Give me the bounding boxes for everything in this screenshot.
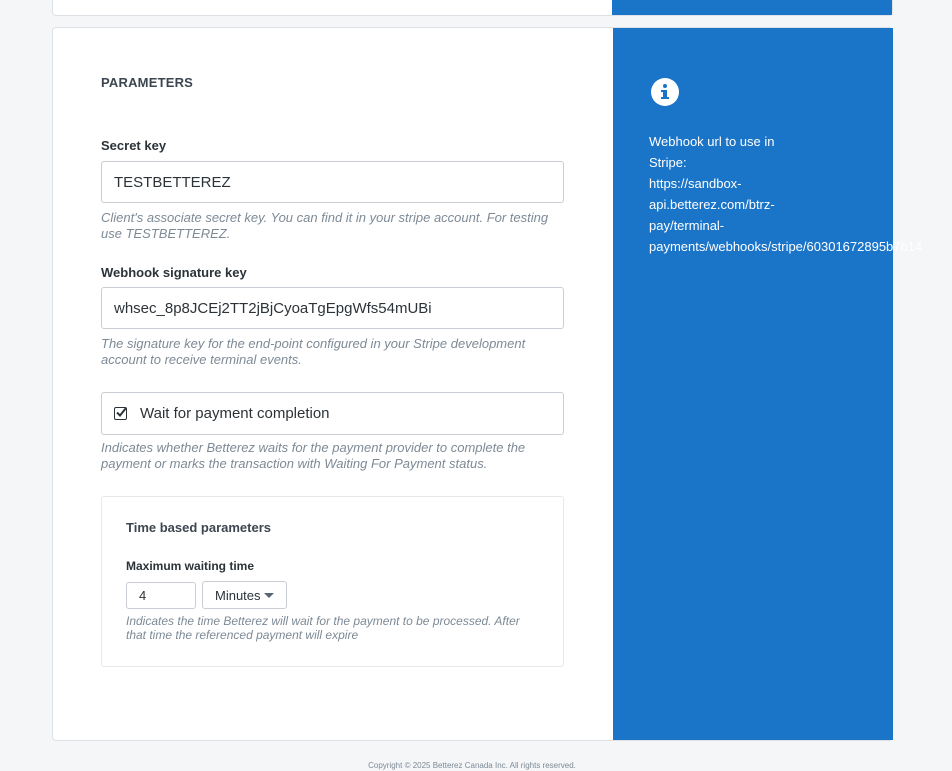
webhook-signature-key-input[interactable] [101,287,564,329]
max-waiting-time-help: Indicates the time Betterez will wait for the payment to be processed. After that time the referenced payment will expire [126,614,520,642]
time-unit-selected: Minutes [215,587,261,603]
max-waiting-time-input[interactable] [126,582,196,609]
checkmark-icon [114,405,128,419]
webhook-url-intro: Webhook url to use in Stripe: [649,134,775,170]
webhook-url-line-4: payments/webhooks/stripe/60301672895b7b14 [649,239,923,254]
webhook-url-line-2: api.betterez.com/btrz- [649,197,775,212]
webhook-url-info [649,131,923,257]
secret-key-input[interactable] [101,161,564,203]
wait-for-payment-label: Wait for payment completion [140,405,330,422]
webhook-url-line-1: https://sandbox- [649,176,742,191]
wait-for-payment-help: Indicates whether Betterez waits for the payment provider to complete the payment or marks the transaction with Waiting For Payment status. [101,440,526,471]
time-unit-select[interactable] [202,581,287,609]
wait-for-payment-checkbox[interactable] [114,407,127,420]
section-title: PARAMETERS [101,75,194,90]
parameters-form [53,28,613,740]
max-waiting-time-label: Maximum waiting time [126,559,255,573]
parameters-card [52,27,923,741]
previous-card-sidebar [612,0,892,15]
webhook-signature-key-help: The signature key for the end-point configured in your Stripe development account to receive terminal events. [101,336,526,367]
webhook-signature-key-label: Webhook signature key [101,265,247,280]
time-based-title: Time based parameters [126,520,271,535]
info-icon [651,78,679,106]
secret-key-help: Client's associate secret key. You can find it in your stripe account. For testing use TESTBETTEREZ. [101,210,549,241]
previous-card [52,0,893,16]
footer-copyright: Copyright © 2025 Betterez Canada Inc. All rights reserved. [368,761,576,770]
webhook-url-line-3: pay/terminal- [649,218,725,233]
time-based-parameters-panel [101,496,564,667]
secret-key-label: Secret key [101,138,167,153]
chevron-down-icon [264,593,274,598]
wait-for-payment-toggle[interactable] [101,392,564,435]
info-sidebar [613,28,923,740]
